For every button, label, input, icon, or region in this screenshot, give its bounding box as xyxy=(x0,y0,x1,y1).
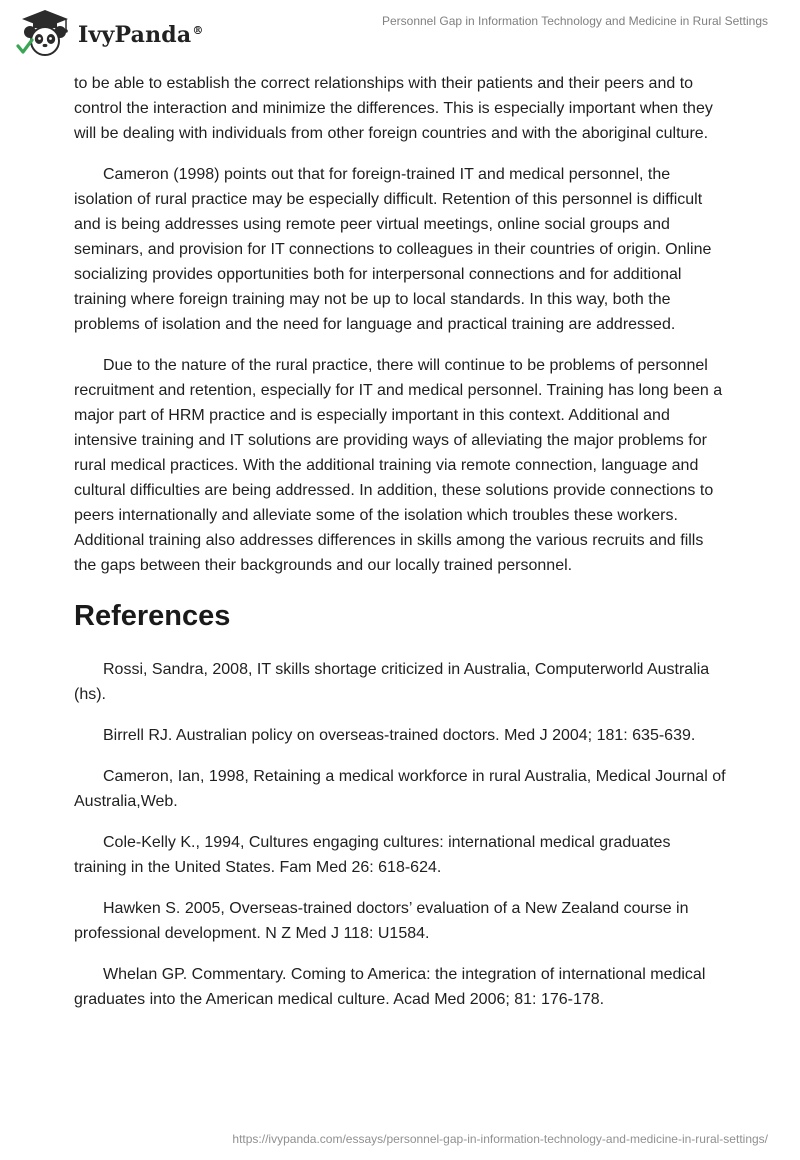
body-paragraph-3: Due to the nature of the rural practice, there will continue to be problems of personnel recruitment and retention, especially for IT and medical personnel. Training has long been a major part of HRM practice and is especially important in this context. Additional and intensive training and IT solutions are providing ways of alleviating the major problems for rural medical practices. With the additional training via remote connection, language and cultural difficulties are being addressed. In addition, these solutions provide connections to peers internationally and alleviate some of the isolation which troubles these workers. Additional training also addresses differences in skills among the various recruits and fills the gaps between their backgrounds and our locally trained personnel. xyxy=(74,357,723,574)
reference-item-4: Cole-Kelly K., 1994, Cultures engaging cultures: international medical graduates training in the United States. Fam Med 26: 618-624. xyxy=(74,834,671,876)
brand-logo[interactable] xyxy=(16,8,204,58)
reference-item-6: Whelan GP. Commentary. Coming to America: the integration of international medical graduates into the American medical culture. Acad Med 2006; 81: 176-178. xyxy=(74,966,706,1008)
references-heading: References xyxy=(74,600,231,632)
references-list xyxy=(74,657,726,1012)
panda-logo-icon xyxy=(16,8,74,58)
document-title: Personnel Gap in Information Technology and Medicine in Rural Settings xyxy=(381,14,768,28)
brand-name: IvyPanda® xyxy=(78,22,204,48)
essay-content xyxy=(74,71,726,1028)
body-paragraph-2: Cameron (1998) points out that for foreign-trained IT and medical personnel, the isolation of rural practice may be especially difficult. Retention of this personnel is difficult and is being addresses using remote peer virtual meetings, online social groups and seminars, and provision for IT connections to colleagues in their countries of origin. Online socializing provides opportunities both for interpersonal connections and for additional training where foreign training may not be up to local standards. In this way, both the problems of isolation and the need for language and practical training are addressed. xyxy=(74,166,712,333)
reference-item-2: Birrell RJ. Australian policy on overseas-trained doctors. Med J 2004; 181: 635-639. xyxy=(103,727,696,744)
body-paragraph-1: to be able to establish the correct relationships with their patients and their peers and to control the interaction and minimize the differences. This is especially important when they will be dealing with individuals from other foreign countries and with the aboriginal culture. xyxy=(74,75,713,142)
reference-item-3: Cameron, Ian, 1998, Retaining a medical workforce in rural Australia, Medical Journal of Australia,Web. xyxy=(74,768,726,810)
reference-item-1: Rossi, Sandra, 2008, IT skills shortage criticized in Australia, Computerworld Australia (hs). xyxy=(74,661,710,703)
registered-mark: ® xyxy=(192,23,204,37)
source-url-link[interactable]: https://ivypanda.com/essays/personnel-gap-in-information-technology-and-medicine-in-rural-settings/ xyxy=(232,1132,768,1146)
reference-item-5: Hawken S. 2005, Overseas-trained doctors’ evaluation of a New Zealand course in professional development. N Z Med J 118: U1584. xyxy=(74,900,689,942)
page-header xyxy=(0,0,800,70)
